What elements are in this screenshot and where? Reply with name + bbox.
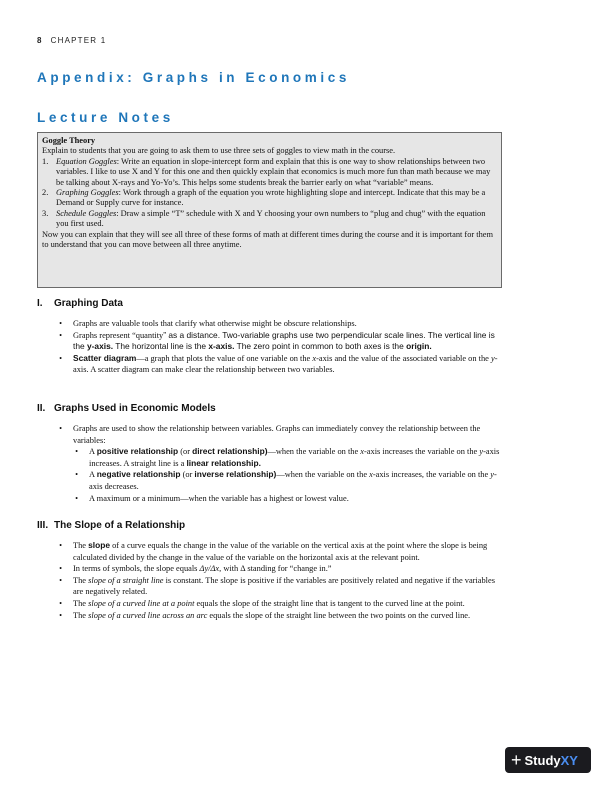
goggle-box-outro: Now you can explain that they will see all three of these forms of math at different times during the course and it is important for them to understand that you can move between all three anytime. xyxy=(42,229,494,250)
bullet-text: A xyxy=(89,447,97,457)
section-heading xyxy=(37,403,507,414)
bullet-text: x xyxy=(312,353,317,363)
bullet-text: In terms of symbols, the slope equals xyxy=(73,564,200,574)
goggle-item xyxy=(42,157,497,188)
list-item: • Graphs are valuable tools that clarify what otherwise might be obscure relationships. xyxy=(37,318,507,330)
list-item: • A positive relationship (or direct relationship)—when the variable on the x-axis increases the variable on the y-axis increases. A straight line is a linear relationship. xyxy=(75,446,500,468)
list-item: • A negative relationship (or inverse relationship)—when the variable on the x-axis increases, the variable on the y-axis decreases. xyxy=(75,469,497,491)
list-item: • Scatter diagram—a graph that plots the value of one variable on the x-axis and the value of the associated variable on the y-axis. A scatter diagram can make clear the relationship between two variables. xyxy=(59,352,498,375)
bullet-text: -axis decreases. xyxy=(89,470,497,491)
running-head xyxy=(37,36,106,45)
term-inverse-relationship: inverse relationship) xyxy=(194,469,277,480)
term-negative-relationship: negative relationship xyxy=(96,469,181,480)
goggle-item-term: Schedule Goggles xyxy=(56,208,117,218)
goggle-box-intro: Explain to students that you are going to ask them to use three sets of goggles to view math in the course. xyxy=(42,146,396,156)
term-slope: slope xyxy=(88,540,110,550)
section-slope-of-relationship xyxy=(37,520,507,621)
goggle-item-text: : Write an equation in slope-intercept form and explain that this is one way to show relationships between two variables. I like to use X and Y for this one and then quickly explain that economics is much more fun than math because we may be talking about X-rays and Yo-Yo’s. This helps some students break the barrier early on what “variable” means. xyxy=(56,156,491,187)
goggle-theory-box xyxy=(37,132,502,288)
bullet-text: equals the slope of the straight line between the two points on the curved line. xyxy=(207,610,471,620)
section-graphs-economic-models xyxy=(37,403,507,504)
goggle-box-title: Goggle Theory xyxy=(42,136,96,145)
term-y-axis: y-axis. xyxy=(86,341,114,352)
bullet-list xyxy=(37,423,507,504)
term-linear-relationship: linear relationship. xyxy=(186,457,261,468)
bullet-text: -axis and the value of the associated variable on the xyxy=(316,353,491,363)
section-numeral: II. xyxy=(37,403,46,414)
list-item: • The slope of a curve equals the change in the value of the variable on the vertical axis at the point where the slope is being calculated divided by the change in the value of the variable on the horizontal axis at the relevant point. xyxy=(59,540,488,562)
bullet-text: A maximum or a minimum—when the variable has a highest or lowest value. xyxy=(89,493,349,503)
term-scatter-diagram: Scatter diagram xyxy=(73,352,137,363)
bullet-text: -axis increases. A straight line is a xyxy=(89,447,500,468)
term-slope-curve-point: slope of a curved line at a point xyxy=(88,598,195,608)
term-slope-curve-arc: slope of a curved line across an arc xyxy=(88,610,208,620)
bullet-text: Graphs represent “quantity xyxy=(73,330,164,340)
list-item: • Graphs represent “quantity” as a distance. Two-variable graphs use two perpendicular scale lines. The vertical line is the y-axis. The horizontal line is the x-axis. The zero point in common to both axes is the origin. xyxy=(59,329,495,352)
bullet-text: (or xyxy=(180,470,195,480)
logo-text: Study xyxy=(524,752,561,768)
bullet-text: x xyxy=(369,470,373,480)
goggle-item-term: Graphing Goggles xyxy=(56,188,119,198)
bullet-text: —when the variable on the xyxy=(267,447,361,457)
studyxy-logo[interactable] xyxy=(505,747,591,773)
bullet-text: The zero point in common to both axes is the xyxy=(234,341,407,352)
section-numeral: III. xyxy=(37,520,49,531)
bullet-text: Graphs are valuable tools that clarify what otherwise might be obscure relationships. xyxy=(73,319,357,328)
bullet-text: The xyxy=(73,598,89,608)
bullet-text: y xyxy=(490,470,495,480)
bullet-text: x xyxy=(360,447,364,457)
bullet-text: -axis increases the variable on the xyxy=(364,447,480,457)
page-subtitle: Lecture Notes xyxy=(37,110,174,125)
bullet-text: The xyxy=(73,541,89,550)
bullet-text: is constant. The slope is positive if the variables are positively related and negative if the variables are negatively related. xyxy=(73,575,495,597)
list-item: • The slope of a curved line across an arc equals the slope of the straight line between the two points on the curved line. xyxy=(59,610,471,620)
goggle-item-number: 3. xyxy=(42,208,49,218)
section-heading xyxy=(37,520,507,531)
section-title: Graphs Used in Economic Models xyxy=(54,403,216,414)
bullet-text: The xyxy=(73,610,89,620)
section-numeral: I. xyxy=(37,298,43,309)
term-positive-relationship: positive relationship xyxy=(96,446,179,457)
page-number: 8 xyxy=(37,36,43,45)
term-x-axis: x-axis. xyxy=(208,341,235,352)
bullet-list xyxy=(37,318,507,376)
slope-formula: Δy/Δx xyxy=(199,564,220,574)
list-item: • A maximum or a minimum—when the variable has a highest or lowest value. xyxy=(73,493,507,505)
bullet-text: -axis. A scatter diagram can make clear the relationship between two variables. xyxy=(73,353,498,375)
goggle-item-text: : Draw a simple “T” schedule with X and Y choosing your own numbers to “plug and chug” with the equation you first used. xyxy=(56,208,486,229)
section-title: The Slope of a Relationship xyxy=(54,520,186,531)
bullet-text: of a curve equals the change in the value of the variable on the vertical axis at the point where the slope is being calculated divided by the change in the value of the variable on the horizontal axis at the relevant point. xyxy=(73,541,488,562)
list-item: • The slope of a curved line at a point equals the slope of the straight line that is tangent to the curved line at the point. xyxy=(59,598,465,608)
term-origin: origin. xyxy=(406,341,432,352)
goggle-list xyxy=(42,157,497,230)
bullet-text: The horizontal line is the xyxy=(113,341,209,352)
goggle-item-text: : Work through a graph of the equation you wrote highlighting slope and intercept. Indicate that this may be a Demand or Supply curve for instance. xyxy=(56,188,486,208)
bullet-text: , with Δ standing for “change in.” xyxy=(219,564,332,574)
bullet-text: equals the slope of the straight line that is tangent to the curved line at the point. xyxy=(194,598,465,608)
chapter-label: CHAPTER 1 xyxy=(50,36,107,45)
goggle-item-number: 1. xyxy=(42,156,49,166)
logo-text-accent: XY xyxy=(560,752,578,768)
bullet-text: y xyxy=(479,447,484,457)
bullet-text: A xyxy=(89,470,97,480)
list-item: • The slope of a straight line is constant. The slope is positive if the variables are positively related and negative if the variables are negatively related. xyxy=(59,575,495,597)
bullet-list xyxy=(37,540,507,621)
plus-icon: + xyxy=(511,750,522,770)
section-title: Graphing Data xyxy=(54,298,123,309)
bullet-text: y xyxy=(490,353,495,363)
bullet-text: —a graph that plots the value of one variable on the xyxy=(136,353,313,363)
bullet-text: The xyxy=(73,575,89,585)
bullet-text: (or xyxy=(178,447,193,457)
bullet-text: —when the variable on the xyxy=(276,470,370,480)
section-heading xyxy=(37,298,507,309)
page-title: Appendix: Graphs in Economics xyxy=(37,70,350,85)
goggle-item xyxy=(42,188,497,209)
goggle-item-number: 2. xyxy=(42,188,49,198)
list-item: • Graphs are used to show the relationship between variables. Graphs can immediately convey the relationship between the variables: • A positive relationship (or direct relationship)—when the variable on the x-axis increases the variable on the y-axis increases. A straight line is a linear relationship. • A negative relationship (or inverse relationship)—when the variable on the x-axis increases, the variable on the y-axis decreases. • A maximum or a minimum—when the variable has a highest or lowest value. xyxy=(37,423,507,504)
goggle-item-term: Equation Goggles xyxy=(56,156,117,166)
sub-bullet-list xyxy=(73,446,507,504)
section-graphing-data xyxy=(37,298,507,376)
term-direct-relationship: direct relationship) xyxy=(192,446,268,457)
bullet-text: ” as a distance. Two-variable graphs use two perpendicular scale lines. The vertical line is the xyxy=(73,329,495,352)
bullet-text: -axis increases, the variable on the xyxy=(372,470,491,480)
term-slope-straight-line: slope of a straight line xyxy=(88,575,164,585)
goggle-item xyxy=(42,209,497,230)
bullet-text: Graphs are used to show the relationship between variables. Graphs can immediately convey the relationship between the variables: xyxy=(73,424,481,445)
list-item: • In terms of symbols, the slope equals Δy/Δx, with Δ standing for “change in.” xyxy=(59,564,332,574)
